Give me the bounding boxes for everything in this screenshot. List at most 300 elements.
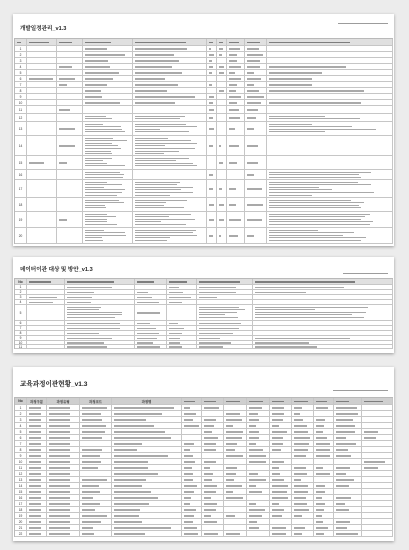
illegible-text [249, 401, 264, 402]
illegible-text [85, 219, 108, 220]
illegible-text [49, 503, 71, 504]
illegible-text [316, 509, 324, 510]
illegible-text [204, 479, 213, 480]
table-cell [267, 122, 393, 136]
row-number: 7 [19, 441, 22, 446]
illegible-text [247, 235, 254, 236]
row-number: 15 [18, 489, 23, 494]
illegible-text [169, 287, 179, 288]
illegible-text [336, 443, 357, 444]
illegible-text [229, 60, 237, 61]
illegible-text [272, 491, 288, 492]
row-number: 13 [18, 477, 23, 482]
illegible-text [135, 235, 197, 236]
illegible-text [209, 66, 214, 67]
header-cell [182, 398, 202, 405]
table-cell [167, 305, 197, 321]
illegible-text [269, 72, 322, 73]
illegible-text [229, 84, 237, 85]
illegible-text [49, 449, 71, 450]
illegible-text [85, 177, 123, 178]
update-date-label [343, 273, 388, 274]
illegible-text [316, 419, 325, 420]
header-cell [27, 398, 47, 405]
table-cell [57, 114, 83, 122]
row-number: 5 [19, 310, 22, 315]
illegible-text [135, 153, 165, 154]
illegible-text [269, 216, 366, 217]
illegible-text [49, 425, 71, 426]
illegible-text [247, 162, 259, 163]
illegible-text [226, 413, 240, 414]
illegible-text [272, 473, 281, 474]
illegible-text [82, 407, 108, 408]
row-number: 20 [18, 519, 23, 524]
illegible-text [29, 473, 41, 474]
illegible-text [229, 117, 240, 118]
illegible-text [272, 401, 284, 402]
illegible-text [316, 443, 330, 444]
row-number: 12 [18, 115, 23, 120]
table-cell [245, 122, 267, 136]
illegible-text [82, 413, 102, 414]
illegible-text [364, 467, 378, 468]
illegible-text [336, 467, 350, 468]
table-cell [270, 531, 292, 537]
illegible-text [29, 503, 41, 504]
illegible-text [49, 491, 71, 492]
illegible-text [294, 425, 308, 426]
illegible-text [294, 533, 303, 534]
illegible-text [255, 292, 307, 293]
illegible-text [114, 521, 142, 522]
table-cell [133, 114, 207, 122]
illegible-text [199, 281, 241, 282]
illegible-text [49, 461, 71, 462]
illegible-text [249, 473, 258, 474]
header-cell [15, 39, 27, 46]
row-number: 11 [18, 345, 23, 349]
illegible-text [247, 54, 263, 55]
illegible-text [269, 232, 355, 233]
table-cell [83, 156, 133, 170]
table-cell [207, 122, 217, 136]
illegible-text [204, 407, 220, 408]
table-cell [227, 106, 245, 114]
illegible-text [199, 307, 240, 308]
table-cell [27, 345, 65, 349]
illegible-text [336, 425, 355, 426]
illegible-text [114, 479, 146, 480]
table-cell [133, 156, 207, 170]
illegible-text [209, 42, 214, 43]
illegible-text [249, 515, 263, 516]
illegible-text [336, 473, 346, 474]
illegible-text [59, 84, 67, 85]
illegible-text [226, 467, 238, 468]
illegible-text [29, 527, 41, 528]
illegible-text [255, 317, 364, 318]
illegible-text [114, 497, 159, 498]
row-number: 5 [19, 429, 22, 434]
table-cell [57, 106, 83, 114]
illegible-text [85, 158, 112, 159]
illegible-text [135, 219, 195, 220]
illegible-text [336, 509, 350, 510]
illegible-text [82, 527, 94, 528]
illegible-text [137, 323, 151, 324]
illegible-text [67, 287, 113, 288]
illegible-text [85, 90, 102, 91]
row-number: 10 [18, 341, 23, 345]
illegible-text [29, 443, 41, 444]
table-cell [83, 106, 133, 114]
illegible-text [85, 84, 107, 85]
illegible-text [85, 174, 124, 175]
table-cell [227, 198, 245, 212]
table-cell [27, 212, 57, 228]
illegible-text [85, 165, 125, 166]
row-number-cell [15, 156, 27, 170]
illegible-text [336, 419, 353, 420]
header-cell [267, 39, 393, 46]
illegible-text [272, 461, 284, 462]
illegible-text [199, 312, 238, 313]
illegible-text [135, 48, 187, 49]
illegible-text [199, 317, 238, 318]
illegible-text [219, 145, 222, 146]
illegible-text [199, 287, 236, 288]
illegible-text [29, 407, 41, 408]
illegible-text [85, 118, 113, 119]
illegible-text [184, 491, 195, 492]
row-number-cell [15, 136, 27, 156]
illegible-text [29, 42, 50, 43]
illegible-text [199, 346, 223, 347]
row-number-cell [15, 305, 27, 321]
data-migration-sheet [13, 257, 394, 353]
illegible-text [247, 145, 259, 146]
illegible-text [85, 216, 116, 217]
table-cell [207, 136, 217, 156]
illegible-text [316, 455, 330, 456]
table-cell [227, 114, 245, 122]
table-cell [245, 198, 267, 212]
illegible-text [29, 497, 41, 498]
table-cell [217, 114, 227, 122]
illegible-text [204, 401, 217, 402]
illegible-text [137, 302, 159, 303]
illegible-text [209, 145, 214, 146]
illegible-text [114, 437, 172, 438]
table-cell [267, 212, 393, 228]
row-number: 12 [18, 471, 23, 476]
illegible-text [204, 425, 215, 426]
illegible-text [67, 338, 113, 339]
table-cell [57, 170, 83, 180]
illegible-text [269, 205, 360, 206]
illegible-text [247, 219, 262, 220]
table-cell [57, 122, 83, 136]
illegible-text [247, 174, 254, 175]
illegible-text [229, 235, 238, 236]
illegible-text [59, 66, 72, 67]
illegible-text [135, 126, 197, 127]
header-label-course-name: 과정명 [141, 399, 152, 404]
illegible-text [29, 455, 41, 456]
illegible-text [114, 461, 148, 462]
illegible-text [249, 479, 267, 480]
illegible-text [85, 187, 104, 188]
illegible-text [204, 485, 218, 486]
illegible-text [114, 407, 174, 408]
update-date-label [333, 390, 388, 391]
row-number-cell [15, 228, 27, 244]
illegible-text [294, 437, 311, 438]
illegible-text [85, 48, 108, 49]
table-cell [267, 106, 393, 114]
illegible-text [135, 237, 171, 238]
illegible-text [364, 431, 378, 432]
row-number: 8 [19, 331, 22, 335]
illegible-text [226, 485, 242, 486]
illegible-text [114, 419, 146, 420]
illegible-text [29, 437, 41, 438]
illegible-text [135, 232, 194, 233]
illegible-text [67, 302, 92, 303]
table-cell [202, 531, 224, 537]
illegible-text [269, 66, 346, 67]
illegible-text [269, 172, 372, 173]
illegible-text [135, 202, 167, 203]
illegible-text [204, 431, 213, 432]
illegible-text [135, 207, 184, 208]
illegible-text [316, 425, 324, 426]
illegible-text [269, 182, 358, 183]
illegible-text [364, 401, 383, 402]
illegible-text [184, 479, 193, 480]
sheet-title: 개발일정관리_v1.3 [20, 26, 67, 32]
table-cell [334, 531, 362, 537]
illegible-text [204, 521, 218, 522]
illegible-text [204, 449, 216, 450]
table-cell [227, 136, 245, 156]
table-cell [80, 531, 112, 537]
illegible-text [49, 407, 71, 408]
row-number: 21 [18, 525, 23, 530]
row-number: 18 [18, 202, 23, 207]
illegible-text [249, 419, 259, 420]
illegible-text [255, 346, 318, 347]
illegible-text [272, 497, 289, 498]
illegible-text [199, 292, 236, 293]
illegible-text [49, 497, 71, 498]
illegible-text [169, 333, 182, 334]
illegible-text [169, 338, 181, 339]
row-number: 6 [19, 321, 22, 325]
illegible-text [85, 42, 111, 43]
illegible-text [247, 128, 255, 129]
illegible-text [184, 515, 195, 516]
illegible-text [184, 509, 196, 510]
illegible-text [85, 214, 107, 215]
illegible-text [294, 413, 301, 414]
illegible-text [269, 240, 361, 241]
row-number: 3 [19, 58, 22, 63]
row-number: 9 [19, 94, 22, 99]
row-number: 1 [19, 405, 22, 410]
illegible-text [114, 455, 169, 456]
illegible-text [114, 443, 142, 444]
illegible-text [135, 195, 170, 196]
illegible-text [85, 116, 106, 117]
illegible-text [255, 312, 367, 313]
illegible-text [247, 78, 262, 79]
table-cell [207, 170, 217, 180]
illegible-text [219, 72, 225, 73]
illegible-text [85, 230, 105, 231]
illegible-text [85, 163, 108, 164]
illegible-text [85, 192, 122, 193]
table-cell [83, 180, 133, 198]
table-cell [27, 170, 57, 180]
table-cell [207, 198, 217, 212]
table-cell [83, 114, 133, 122]
illegible-text [199, 338, 221, 339]
illegible-text [336, 455, 351, 456]
table-cell [253, 345, 393, 349]
illegible-text [269, 187, 320, 188]
illegible-text [137, 342, 154, 343]
illegible-text [135, 60, 180, 61]
illegible-text [294, 467, 307, 468]
table-cell [245, 114, 267, 122]
illegible-text [184, 413, 197, 414]
table-cell [314, 531, 334, 537]
header-cell [57, 39, 83, 46]
illegible-text [85, 240, 103, 241]
illegible-text [249, 437, 260, 438]
table-cell [267, 114, 393, 122]
illegible-text [219, 54, 222, 55]
illegible-text [135, 224, 187, 225]
illegible-text [135, 138, 169, 139]
table-cell [217, 122, 227, 136]
illegible-text [247, 102, 261, 103]
illegible-text [135, 216, 169, 217]
illegible-text [204, 419, 217, 420]
illegible-text [219, 42, 223, 43]
illegible-text [272, 449, 281, 450]
row-number: 2 [19, 52, 22, 57]
illegible-text [272, 443, 283, 444]
illegible-text [316, 473, 331, 474]
illegible-text [255, 342, 310, 343]
illegible-text [247, 84, 255, 85]
table-cell [83, 212, 133, 228]
table-cell [267, 156, 393, 170]
illegible-text [85, 140, 127, 141]
illegible-text [269, 230, 318, 231]
table-cell [227, 228, 245, 244]
row-number-cell [15, 114, 27, 122]
illegible-text [255, 307, 368, 308]
illegible-text [67, 317, 115, 318]
illegible-text [82, 425, 106, 426]
table-cell [245, 180, 267, 198]
row-number: 3 [19, 295, 22, 299]
illegible-text [67, 346, 107, 347]
table-cell [245, 170, 267, 180]
table-cell [133, 122, 207, 136]
illegible-text [229, 90, 236, 91]
illegible-text [247, 72, 254, 73]
table-cell [83, 170, 133, 180]
illegible-text [135, 140, 191, 141]
illegible-text [294, 449, 308, 450]
table-cell [224, 531, 247, 537]
illegible-text [226, 479, 235, 480]
illegible-text [204, 533, 218, 534]
row-number-cell [15, 212, 27, 228]
illegible-text [269, 126, 353, 127]
table-cell [267, 198, 393, 212]
illegible-text [135, 131, 190, 132]
illegible-text [135, 205, 164, 206]
illegible-text [85, 205, 106, 206]
illegible-text [85, 232, 126, 233]
illegible-text [247, 109, 259, 110]
illegible-text [29, 491, 41, 492]
illegible-text [226, 443, 238, 444]
illegible-text [247, 96, 264, 97]
illegible-text [336, 437, 346, 438]
illegible-text [247, 60, 261, 61]
illegible-text [49, 527, 71, 528]
illegible-text [269, 177, 362, 178]
illegible-text [272, 527, 287, 528]
illegible-text [29, 449, 41, 450]
update-date-label [338, 23, 388, 24]
illegible-text [184, 425, 199, 426]
schedule-table [14, 38, 393, 244]
illegible-text [85, 143, 112, 144]
header-cell [362, 398, 393, 405]
row-number: 17 [18, 186, 23, 191]
row-number: 13 [18, 126, 23, 131]
header-cell [15, 398, 27, 405]
table-cell [227, 170, 245, 180]
table-cell [83, 198, 133, 212]
illegible-text [29, 479, 41, 480]
illegible-text [135, 182, 181, 183]
header-cell [202, 398, 224, 405]
table-cell [133, 228, 207, 244]
illegible-text [316, 503, 326, 504]
header-cell [292, 398, 314, 405]
illegible-text [294, 443, 309, 444]
table-cell [245, 212, 267, 228]
row-number: 15 [18, 160, 23, 165]
illegible-text [249, 413, 258, 414]
header-cell [133, 39, 207, 46]
header-cell [245, 39, 267, 46]
illegible-text [204, 503, 218, 504]
illegible-text [82, 431, 105, 432]
illegible-text [135, 200, 187, 201]
illegible-text [219, 90, 224, 91]
illegible-text [229, 78, 242, 79]
